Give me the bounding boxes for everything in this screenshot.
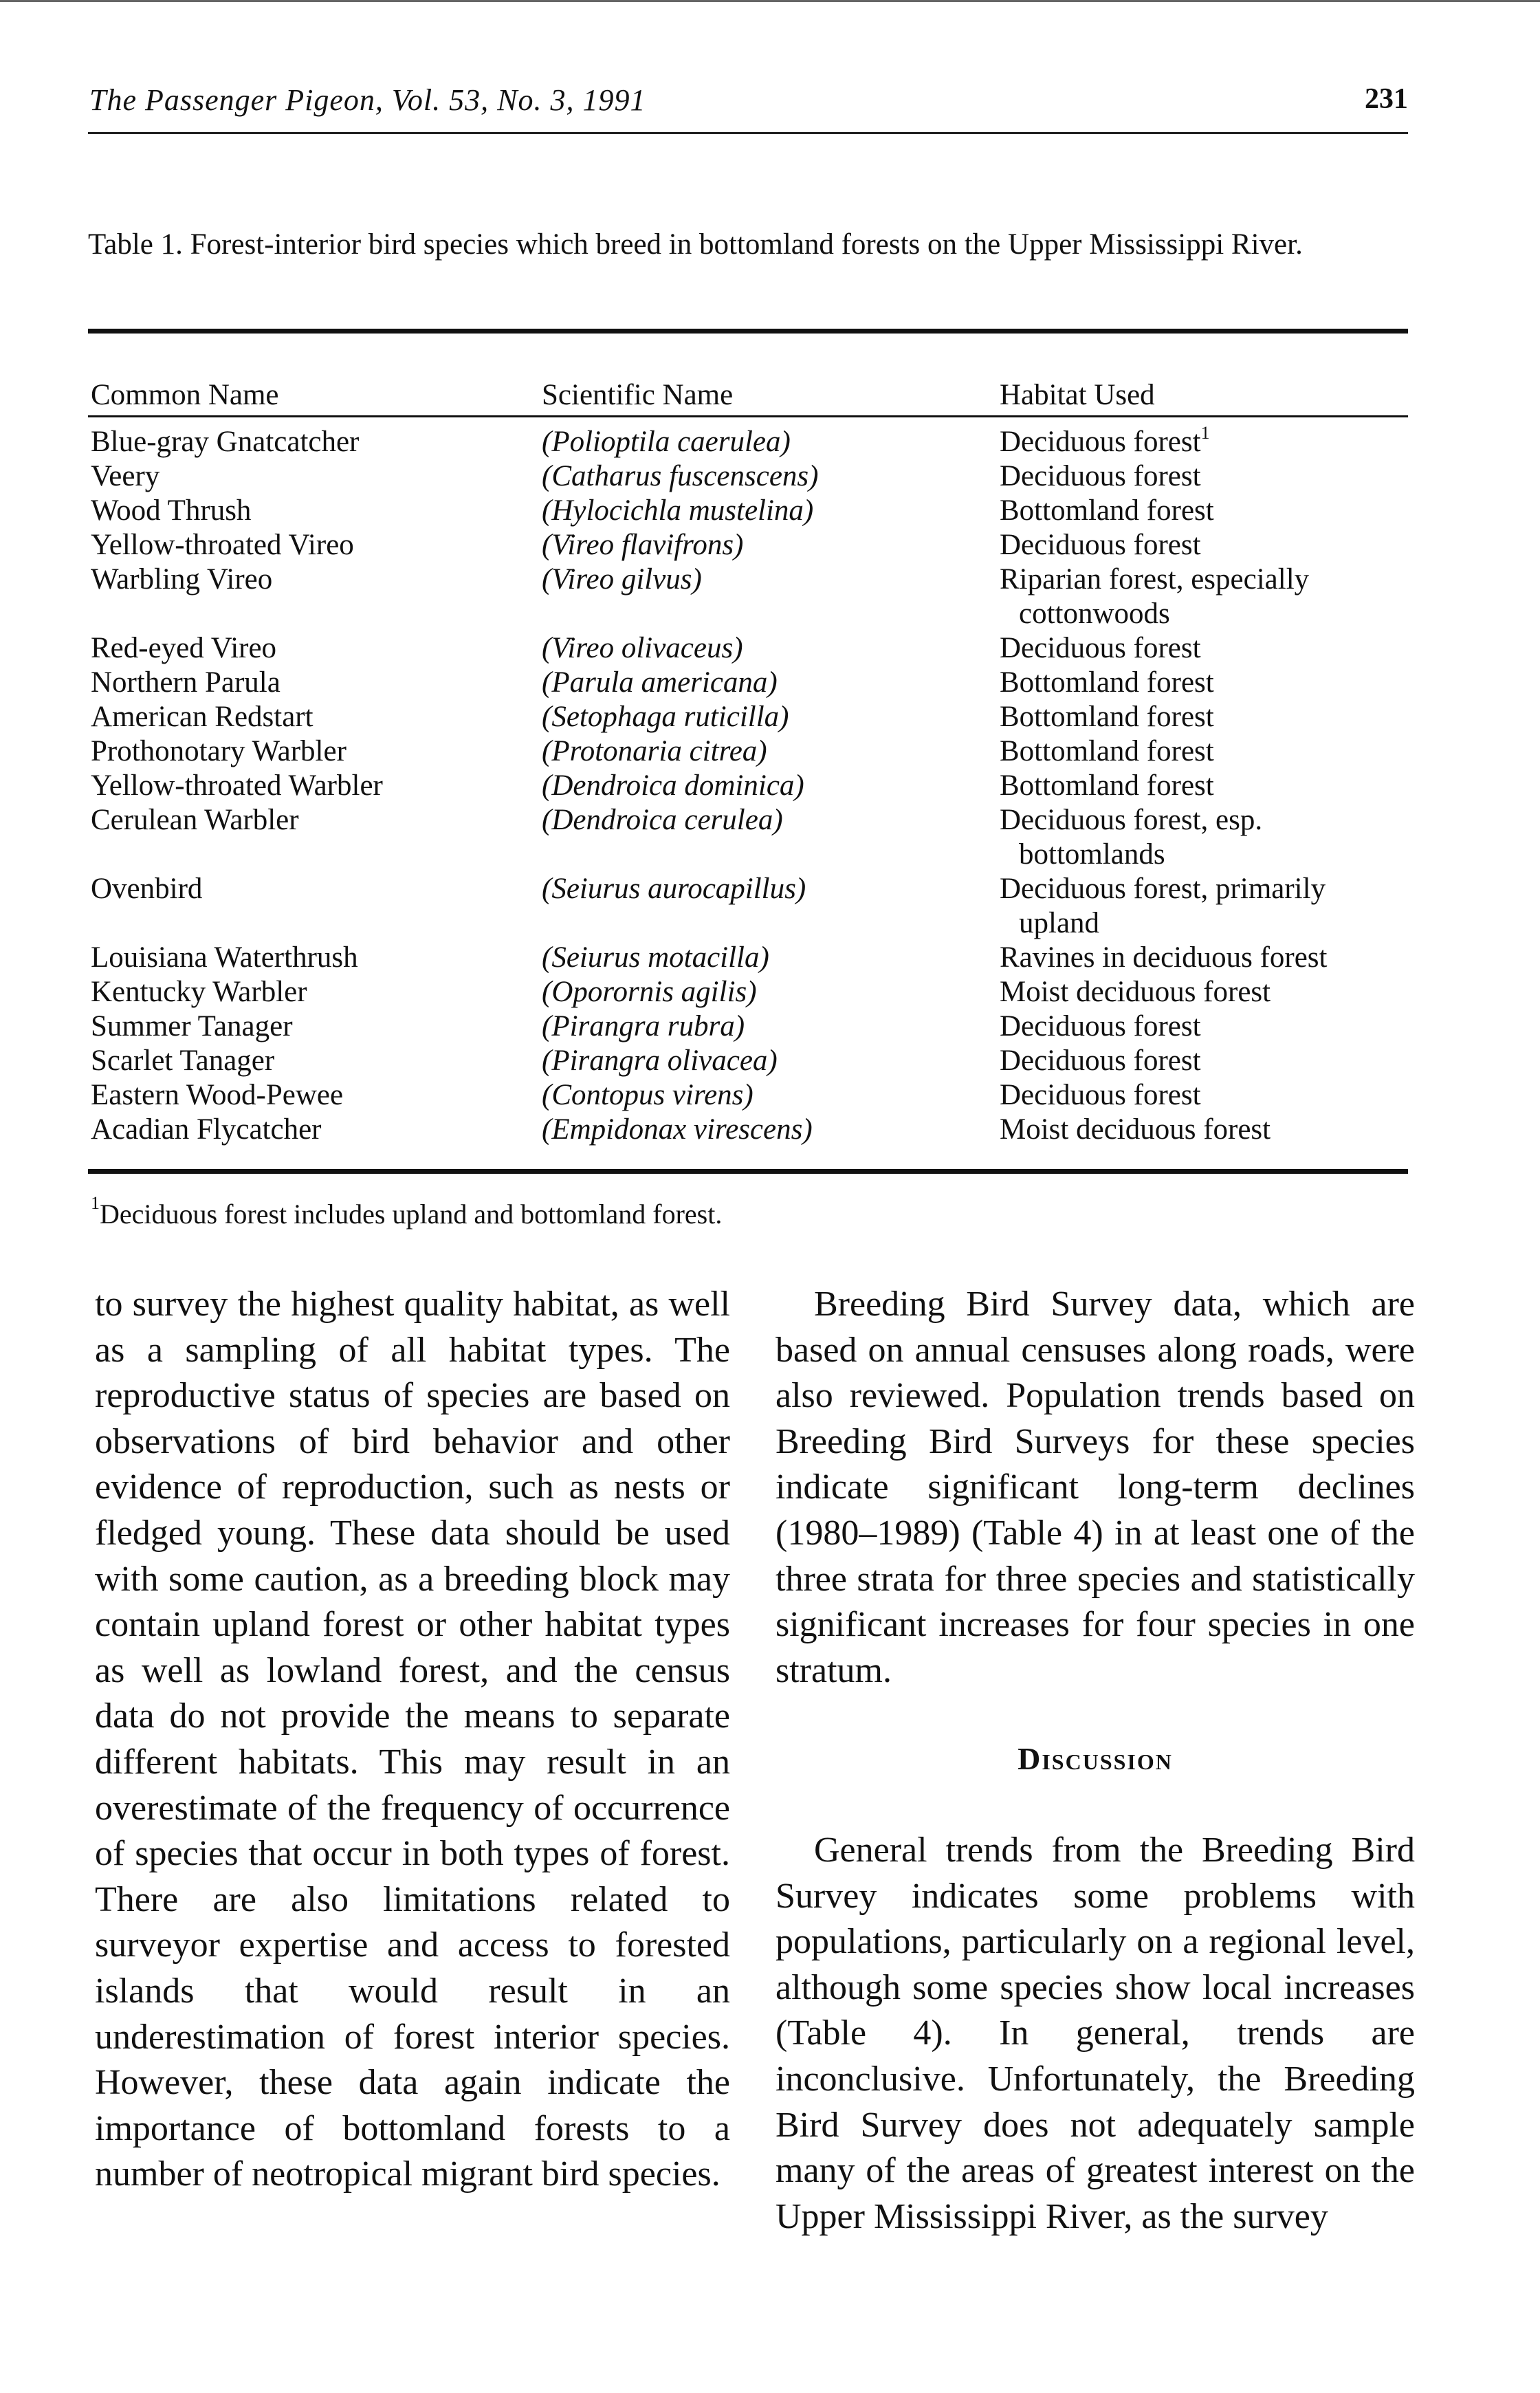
- journal-citation: The Passenger Pigeon, Vol. 53, No. 3, 1991: [89, 83, 646, 117]
- scientific-name: (Parula americana): [542, 666, 778, 699]
- habitat: Deciduous forest: [1000, 1010, 1201, 1042]
- common-name: Prothonotary Warbler: [91, 735, 346, 767]
- table-footnote: [91, 1193, 723, 1230]
- column-header-common-name: Common Name: [91, 379, 279, 411]
- common-name: Eastern Wood-Pewee: [91, 1079, 344, 1111]
- footnote-text: Deciduous forest includes upland and bottomland forest.: [100, 1199, 723, 1230]
- scientific-name: (Dendroica dominica): [542, 769, 804, 802]
- habitat: [1000, 872, 1385, 941]
- common-name: Louisiana Waterthrush: [91, 941, 358, 974]
- scientific-name: (Hylocichla mustelina): [542, 494, 814, 527]
- habitat-text: Deciduous forest: [1000, 426, 1201, 458]
- table-bottom-rule: [88, 1169, 1408, 1174]
- scientific-name: (Pirangra rubra): [542, 1010, 745, 1042]
- scientific-name: (Dendroica cerulea): [542, 804, 783, 836]
- common-name: Yellow-throated Warbler: [91, 769, 383, 802]
- table-row: [0, 734, 1540, 769]
- table-row: [0, 769, 1540, 803]
- section-heading-discussion: Discussion: [1018, 1741, 1173, 1777]
- header-underline-rule: [88, 415, 1408, 417]
- common-name: Red-eyed Vireo: [91, 632, 277, 664]
- habitat: Bottomland forest: [1000, 735, 1214, 767]
- habitat: Deciduous forest: [1000, 1079, 1201, 1111]
- common-name: Wood Thrush: [91, 494, 252, 527]
- table-caption: Table 1. Forest-interior bird species which breed in bottomland forests on the Upper Mississippi River.: [88, 228, 1303, 261]
- table-row: [0, 1009, 1540, 1044]
- habitat-text: Deciduous forest, esp.: [1000, 804, 1263, 836]
- footnote-mark: 1: [91, 1193, 100, 1213]
- table-row: [0, 1113, 1540, 1147]
- body-column-left: [95, 1282, 730, 2198]
- common-name: Warbling Vireo: [91, 563, 273, 595]
- running-header: [88, 77, 1408, 134]
- common-name: American Redstart: [91, 701, 314, 733]
- habitat: Bottomland forest: [1000, 494, 1214, 527]
- habitat: Bottomland forest: [1000, 769, 1214, 802]
- scientific-name: (Vireo gilvus): [542, 563, 702, 595]
- body-paragraph: Breeding Bird Survey data, which are based on annual censuses along roads, were also reviewed. Population trends based on Breeding Bird Surveys for these species indicate significant long-term declines (1980–1989) (Table 4) in at least one of the three strata for three species and statistically significant increases for four species in one stratum.: [776, 1285, 1415, 1690]
- body-paragraph: General trends from the Breeding Bird Survey indicates some problems with populations, particularly on a regional level, although some species show local increases (Table 4). In general, trends are inconclusive. Unfortunately, the Breeding Bird Survey does not adequately sample many of the areas of greatest interest on the Upper Mississippi River, as the survey: [776, 1830, 1415, 2236]
- common-name: Summer Tanager: [91, 1010, 293, 1042]
- table-row: [0, 975, 1540, 1009]
- table-row: [0, 528, 1540, 562]
- table-row: [0, 1078, 1540, 1113]
- scientific-name: (Empidonax virescens): [542, 1113, 813, 1146]
- habitat-continuation: upland: [1019, 907, 1100, 939]
- table-row: [0, 666, 1540, 700]
- table-body: [0, 425, 1540, 1147]
- common-name: Kentucky Warbler: [91, 976, 307, 1008]
- habitat: Deciduous forest: [1000, 529, 1201, 561]
- habitat-continuation: cottonwoods: [1019, 598, 1170, 630]
- table-row: [0, 562, 1540, 631]
- scientific-name: (Catharus fuscenscens): [542, 460, 819, 492]
- table-row: [0, 631, 1540, 666]
- scientific-name: (Vireo flavifrons): [542, 529, 744, 561]
- habitat: Bottomland forest: [1000, 666, 1214, 699]
- common-name: Acadian Flycatcher: [91, 1113, 322, 1146]
- body-column-right: [776, 1282, 1415, 2240]
- scientific-name: (Seiurus motacilla): [542, 941, 769, 974]
- habitat: Moist deciduous forest: [1000, 1113, 1271, 1146]
- habitat: Ravines in deciduous forest: [1000, 941, 1328, 974]
- column-header-habitat-used: Habitat Used: [1000, 379, 1155, 411]
- habitat: Deciduous forest: [1000, 632, 1201, 664]
- body-paragraph: to survey the highest quality habitat, as well as a sampling of all habitat types. The reproductive status of species are based on observations of bird behavior and other evidence of reproduction, such as nests or fledged young. These data should be used with some caution, as a breeding block may contain upland forest or other habitat types as well as lowland forest, and the census data do not provide the means to separate different habitats. This may result in an overestimate of the frequency of occurrence of species that occur in both types of forest. There are also limitations related to surveyor expertise and access to forested islands that would result in an underestimation of forest interior species. However, these data again indicate the importance of bottomland forests to a number of neotropical migrant bird species.: [95, 1285, 730, 2194]
- common-name: Scarlet Tanager: [91, 1045, 275, 1077]
- common-name: Ovenbird: [91, 873, 203, 905]
- habitat: Bottomland forest: [1000, 701, 1214, 733]
- footnote-marker: 1: [1200, 423, 1210, 443]
- common-name: Blue-gray Gnatcatcher: [91, 426, 360, 458]
- top-edge-rule: [0, 0, 1540, 2]
- common-name: Cerulean Warbler: [91, 804, 299, 836]
- table-row: [0, 872, 1540, 941]
- habitat: [1000, 562, 1385, 631]
- habitat: Deciduous forest: [1000, 1045, 1201, 1077]
- table-row: [0, 941, 1540, 975]
- habitat: Moist deciduous forest: [1000, 976, 1271, 1008]
- table-top-rule: [88, 329, 1408, 334]
- habitat: Deciduous forest: [1000, 460, 1201, 492]
- column-header-scientific-name: Scientific Name: [542, 379, 734, 411]
- common-name: Northern Parula: [91, 666, 280, 699]
- table-row: [0, 700, 1540, 734]
- common-name: Veery: [91, 460, 160, 492]
- habitat: [1000, 803, 1385, 872]
- scientific-name: (Oporornis agilis): [542, 976, 757, 1008]
- scientific-name: (Vireo olivaceus): [542, 632, 743, 664]
- habitat-continuation: bottomlands: [1019, 838, 1165, 871]
- scientific-name: (Setophaga ruticilla): [542, 701, 789, 733]
- table-row: [0, 425, 1540, 459]
- table-row: [0, 494, 1540, 528]
- table-row: [0, 1044, 1540, 1078]
- scientific-name: (Seiurus aurocapillus): [542, 873, 806, 905]
- habitat: [1000, 425, 1385, 459]
- scientific-name: (Contopus virens): [542, 1079, 754, 1111]
- page-number: 231: [1365, 83, 1408, 115]
- scientific-name: (Polioptila caerulea): [542, 426, 791, 458]
- scientific-name: (Pirangra olivacea): [542, 1045, 778, 1077]
- habitat-text: Riparian forest, especially: [1000, 563, 1310, 595]
- habitat-text: Deciduous forest, primarily: [1000, 873, 1326, 905]
- scientific-name: (Protonaria citrea): [542, 735, 767, 767]
- common-name: Yellow-throated Vireo: [91, 529, 354, 561]
- table-row: [0, 803, 1540, 872]
- table-row: [0, 459, 1540, 494]
